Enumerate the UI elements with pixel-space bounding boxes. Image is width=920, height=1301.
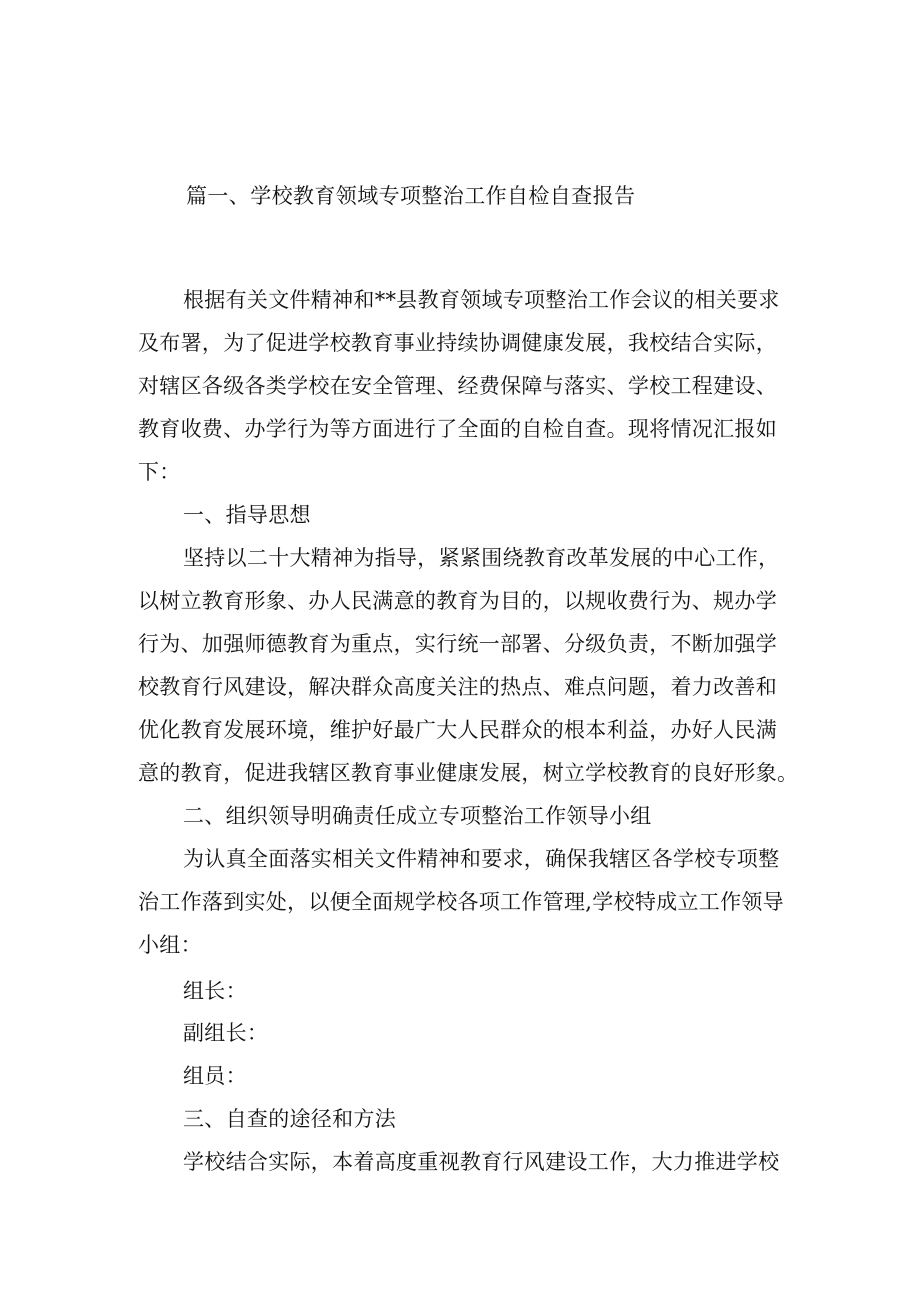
section-heading: 二、组织领导明确责任成立专项整治工作领导小组: [183, 804, 652, 828]
paragraph-line: 小组：: [138, 933, 202, 957]
paragraph-line: 教育收费、办学行为等方面进行了全面的自检自查。现将情况汇报如: [138, 417, 777, 441]
paragraph-line: 根据有关文件精神和**县教育领域专项整治工作会议的相关要求: [183, 288, 780, 312]
members-label: 组员：: [183, 1064, 247, 1088]
paragraph-line: 以树立教育形象、办人民满意的教育为目的，以规收费行为、规办学: [138, 589, 777, 613]
paragraph-line: 行为、加强师德教育为重点，实行统一部署、分级负责，不断加强学: [138, 632, 777, 656]
section-heading: 一、指导思想: [183, 503, 311, 527]
paragraph-line: 校教育行风建设，解决群众高度关注的热点、难点问题，着力改善和: [138, 675, 777, 699]
paragraph-line: 治工作落到实处，以便全面规学校各项工作管理,学校特成立工作领导: [138, 890, 784, 914]
section-heading: 三、自查的途径和方法: [183, 1107, 396, 1131]
document-title: 篇一、学校教育领域专项整治工作自检自查报告: [186, 184, 636, 208]
paragraph-line: 学校结合实际，本着高度重视教育行风建设工作，大力推进学校: [183, 1150, 780, 1174]
paragraph-line: 为认真全面落实相关文件精神和要求，确保我辖区各学校专项整: [183, 847, 780, 871]
paragraph-line: 及布署，为了促进学校教育事业持续协调健康发展，我校结合实际，: [138, 331, 777, 355]
deputy-leader-label: 副组长：: [183, 1021, 269, 1045]
paragraph-line: 优化教育发展环境，维护好最广大人民群众的根本利益，办好人民满: [138, 718, 777, 742]
paragraph-line: 坚持以二十大精神为指导，紧紧围绕教育改革发展的中心工作，: [183, 546, 780, 570]
paragraph-line: 意的教育，促进我辖区教育事业健康发展，树立学校教育的良好形象。: [138, 761, 799, 785]
paragraph-line: 对辖区各级各类学校在安全管理、经费保障与落实、学校工程建设、: [138, 374, 777, 398]
group-leader-label: 组长：: [183, 979, 247, 1003]
paragraph-line: 下：: [138, 460, 181, 484]
